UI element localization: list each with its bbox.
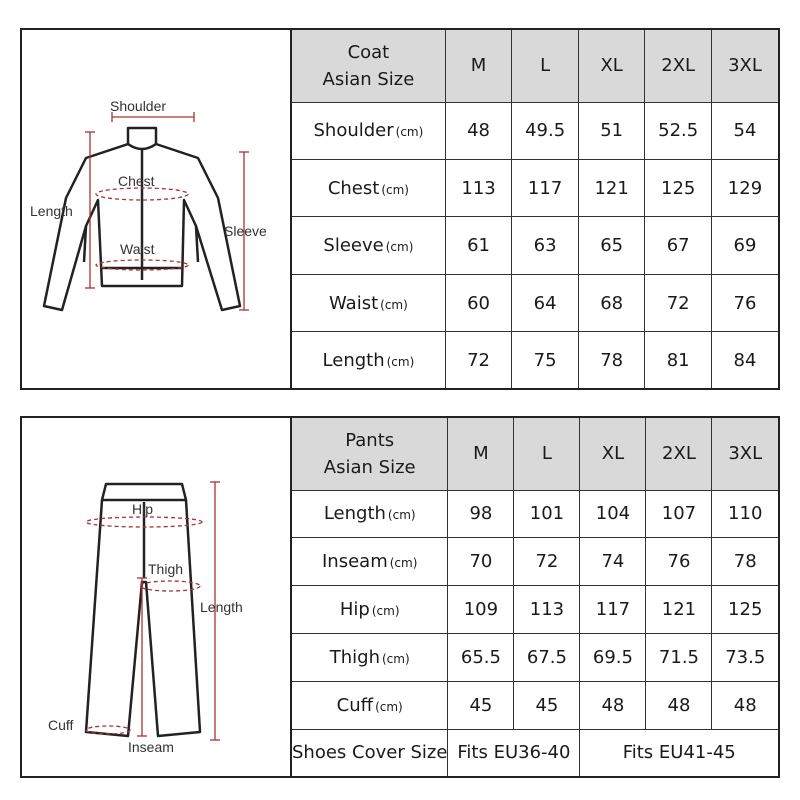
table-cell: 125 bbox=[645, 159, 712, 216]
table-cell: 76 bbox=[646, 538, 712, 586]
table-cell: 84 bbox=[711, 332, 778, 388]
pants-header-row bbox=[292, 418, 778, 490]
table-cell: 117 bbox=[512, 159, 579, 216]
cuff-label: Cuff bbox=[48, 717, 74, 733]
table-cell: 45 bbox=[514, 681, 580, 729]
size-header: XL bbox=[580, 418, 646, 490]
shoulder-label: Shoulder bbox=[110, 98, 167, 114]
table-cell: 72 bbox=[645, 274, 712, 331]
table-cell: 60 bbox=[445, 274, 512, 331]
size-header: M bbox=[445, 30, 512, 102]
row-label: Cuff (cm) bbox=[292, 681, 448, 729]
hip-label: Hip bbox=[132, 501, 154, 517]
table-cell: 65 bbox=[578, 217, 645, 274]
table-cell: 78 bbox=[712, 538, 778, 586]
length-label: Length bbox=[30, 203, 73, 219]
shoes-label: Shoes Cover Size bbox=[292, 729, 448, 776]
table-cell: 69.5 bbox=[580, 634, 646, 682]
row-label: Inseam (cm) bbox=[292, 538, 448, 586]
coat-header-title: Coat Asian Size bbox=[292, 30, 445, 102]
table-cell: 52.5 bbox=[645, 102, 712, 159]
chest-label: Chest bbox=[118, 173, 155, 189]
table-row bbox=[292, 586, 778, 634]
size-header: 2XL bbox=[645, 30, 712, 102]
table-cell: 72 bbox=[514, 538, 580, 586]
table-row bbox=[292, 490, 778, 538]
pants-header-title: Pants Asian Size bbox=[292, 418, 448, 490]
waist-label: Waist bbox=[120, 241, 155, 257]
coat-size-panel bbox=[20, 28, 780, 390]
table-cell: 101 bbox=[514, 490, 580, 538]
table-cell: 125 bbox=[712, 586, 778, 634]
table-cell: 48 bbox=[712, 681, 778, 729]
size-header: 3XL bbox=[711, 30, 778, 102]
table-cell: 48 bbox=[646, 681, 712, 729]
table-row bbox=[292, 538, 778, 586]
table-cell: 121 bbox=[578, 159, 645, 216]
shoes-large: Fits EU41-45 bbox=[580, 729, 778, 776]
coat-header-row bbox=[292, 30, 778, 102]
table-row bbox=[292, 102, 778, 159]
table-cell: 104 bbox=[580, 490, 646, 538]
table-cell: 113 bbox=[445, 159, 512, 216]
pants-size-table bbox=[292, 418, 778, 776]
row-label: Shoulder (cm) bbox=[292, 102, 445, 159]
table-cell: 69 bbox=[711, 217, 778, 274]
row-label: Thigh (cm) bbox=[292, 634, 448, 682]
pants-size-panel bbox=[20, 416, 780, 778]
table-cell: 98 bbox=[448, 490, 514, 538]
shoes-small: Fits EU36-40 bbox=[448, 729, 580, 776]
table-row bbox=[292, 217, 778, 274]
table-cell: 73.5 bbox=[712, 634, 778, 682]
row-label: Waist (cm) bbox=[292, 274, 445, 331]
length-label: Length bbox=[200, 599, 243, 615]
table-cell: 75 bbox=[512, 332, 579, 388]
table-cell: 74 bbox=[580, 538, 646, 586]
table-cell: 109 bbox=[448, 586, 514, 634]
row-label: Length (cm) bbox=[292, 332, 445, 388]
size-header: L bbox=[514, 418, 580, 490]
pants-illustration bbox=[22, 418, 290, 776]
table-row bbox=[292, 634, 778, 682]
row-label: Chest (cm) bbox=[292, 159, 445, 216]
table-row bbox=[292, 159, 778, 216]
row-label: Length (cm) bbox=[292, 490, 448, 538]
table-cell: 65.5 bbox=[448, 634, 514, 682]
coat-diagram bbox=[22, 30, 292, 388]
table-row bbox=[292, 274, 778, 331]
pants-diagram bbox=[22, 418, 292, 776]
size-header: 3XL bbox=[712, 418, 778, 490]
table-cell: 107 bbox=[646, 490, 712, 538]
table-cell: 113 bbox=[514, 586, 580, 634]
table-cell: 81 bbox=[645, 332, 712, 388]
table-row bbox=[292, 681, 778, 729]
inseam-label: Inseam bbox=[128, 739, 174, 755]
table-cell: 71.5 bbox=[646, 634, 712, 682]
table-cell: 117 bbox=[580, 586, 646, 634]
table-cell: 48 bbox=[580, 681, 646, 729]
table-cell: 70 bbox=[448, 538, 514, 586]
table-cell: 61 bbox=[445, 217, 512, 274]
table-cell: 68 bbox=[578, 274, 645, 331]
size-header: L bbox=[512, 30, 579, 102]
table-cell: 67 bbox=[645, 217, 712, 274]
table-cell: 78 bbox=[578, 332, 645, 388]
table-cell: 110 bbox=[712, 490, 778, 538]
jacket-illustration bbox=[22, 30, 290, 388]
table-cell: 45 bbox=[448, 681, 514, 729]
size-header: XL bbox=[578, 30, 645, 102]
table-row bbox=[292, 332, 778, 388]
table-cell: 51 bbox=[578, 102, 645, 159]
thigh-label: Thigh bbox=[148, 561, 184, 577]
table-cell: 54 bbox=[711, 102, 778, 159]
table-cell: 49.5 bbox=[512, 102, 579, 159]
table-cell: 121 bbox=[646, 586, 712, 634]
row-label: Hip (cm) bbox=[292, 586, 448, 634]
table-cell: 48 bbox=[445, 102, 512, 159]
sleeve-label: Sleeve bbox=[224, 223, 267, 239]
shoes-row bbox=[292, 729, 778, 776]
row-label: Sleeve (cm) bbox=[292, 217, 445, 274]
size-header: M bbox=[448, 418, 514, 490]
size-header: 2XL bbox=[646, 418, 712, 490]
coat-size-table bbox=[292, 30, 778, 388]
table-cell: 67.5 bbox=[514, 634, 580, 682]
table-cell: 63 bbox=[512, 217, 579, 274]
table-cell: 64 bbox=[512, 274, 579, 331]
table-cell: 129 bbox=[711, 159, 778, 216]
table-cell: 72 bbox=[445, 332, 512, 388]
table-cell: 76 bbox=[711, 274, 778, 331]
